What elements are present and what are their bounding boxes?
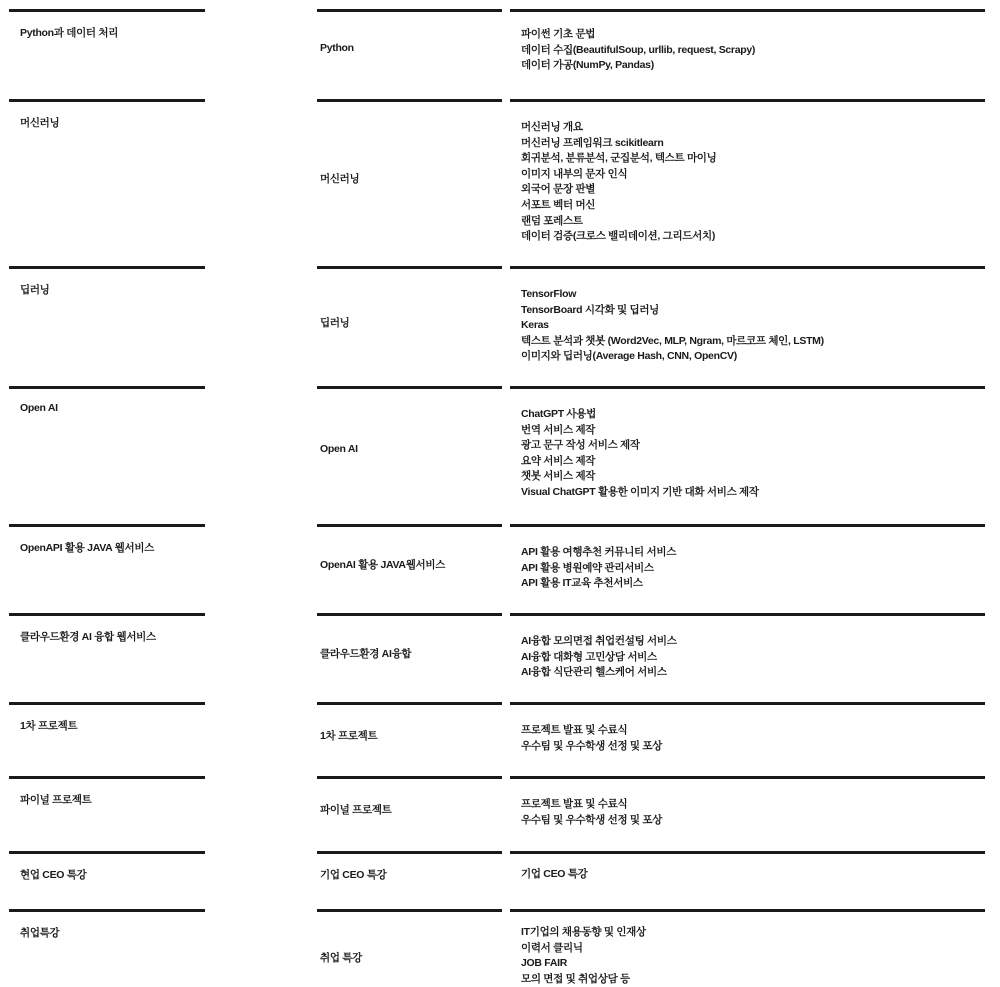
detail-item: API 활용 병원예약 관리서비스 — [521, 561, 654, 574]
detail-item: 우수팀 및 우수학생 선정 및 포상 — [521, 739, 663, 752]
row-divider — [9, 909, 205, 912]
category-label: OpenAPI 활용 JAVA 웹서비스 — [20, 542, 155, 554]
row-divider — [9, 613, 205, 616]
row-divider — [510, 9, 985, 12]
detail-item: 프로젝트 발표 및 수료식 — [521, 798, 628, 810]
details-list — [521, 634, 677, 681]
detail-item: 파이썬 기초 문법 — [521, 28, 596, 40]
detail-item: 텍스트 분석과 챗봇 (Word2Vec, MLP, Ngram, 마르코프 체인, LSTM) — [521, 334, 824, 347]
details-list — [521, 723, 662, 754]
subject-label: 기업 CEO 특강 — [320, 869, 387, 881]
detail-item: AI융합 모의면접 취업컨설팅 서비스 — [521, 635, 677, 647]
detail-item: Visual ChatGPT 활용한 이미지 기반 대화 서비스 제작 — [521, 485, 759, 498]
subject-label: 머신러닝 — [320, 173, 360, 185]
category-label: 머신러닝 — [20, 117, 60, 129]
category-label: 현업 CEO 특강 — [20, 869, 87, 881]
row-divider — [510, 386, 985, 389]
detail-item: 데이터 수집(BeautifulSoup, urllib, request, Scrapy) — [521, 43, 756, 56]
row-divider — [317, 99, 502, 102]
detail-item: 랜덤 포레스트 — [521, 214, 583, 227]
details-list — [521, 867, 587, 883]
detail-item: 모의 면접 및 취업상담 등 — [521, 972, 630, 985]
details-list — [521, 407, 759, 501]
detail-item: API 활용 여행추천 커뮤니티 서비스 — [521, 546, 677, 558]
subject-label: 클라우드환경 AI융합 — [320, 648, 412, 660]
detail-item: 기업 CEO 특강 — [521, 868, 588, 880]
row-divider — [317, 613, 502, 616]
row-divider — [317, 776, 502, 779]
detail-item: 머신러닝 프레임워크 scikitlearn — [521, 136, 664, 149]
detail-item: 챗봇 서비스 제작 — [521, 470, 596, 483]
row-divider — [9, 702, 205, 705]
row-divider — [9, 9, 205, 12]
row-divider — [9, 99, 205, 102]
category-label: 파이널 프로젝트 — [20, 794, 92, 806]
subject-label: Open AI — [320, 443, 358, 455]
detail-item: 이미지와 딥러닝(Average Hash, CNN, OpenCV) — [521, 350, 737, 363]
detail-item: AI융합 대화형 고민상담 서비스 — [521, 650, 657, 663]
row-divider — [9, 851, 205, 854]
detail-item: 외국어 문장 판별 — [521, 183, 596, 196]
detail-item: JOB FAIR — [521, 957, 568, 970]
details-list — [521, 120, 717, 245]
row-divider — [317, 266, 502, 269]
detail-item: AI융합 식단관리 헬스케어 서비스 — [521, 666, 667, 679]
detail-item: IT기업의 채용동향 및 인재상 — [521, 926, 646, 938]
subject-label: 1차 프로젝트 — [320, 730, 378, 742]
row-divider — [317, 524, 502, 527]
subject-label: Python — [320, 42, 354, 54]
detail-item: 서포트 벡터 머신 — [521, 198, 596, 211]
row-divider — [510, 909, 985, 912]
category-label: 1차 프로젝트 — [20, 720, 78, 732]
detail-item: 이력서 클리닉 — [521, 941, 583, 954]
row-divider — [510, 99, 985, 102]
row-divider — [510, 851, 985, 854]
detail-item: 이미지 내부의 문자 인식 — [521, 167, 628, 180]
detail-item: 데이터 검증(크로스 밸리데이션, 그리드서치) — [521, 230, 716, 243]
row-divider — [9, 386, 205, 389]
detail-item: TensorFlow — [521, 288, 577, 300]
detail-item: 광고 문구 작성 서비스 제작 — [521, 439, 640, 452]
detail-item: 머신러닝 개요 — [521, 121, 583, 133]
details-list — [521, 545, 676, 592]
row-divider — [317, 386, 502, 389]
row-divider — [317, 909, 502, 912]
row-divider — [510, 702, 985, 705]
row-divider — [317, 9, 502, 12]
subject-label: 파이널 프로젝트 — [320, 804, 392, 816]
detail-item: Keras — [521, 319, 549, 332]
row-divider — [9, 266, 205, 269]
details-list — [521, 287, 824, 365]
detail-item: 요약 서비스 제작 — [521, 454, 596, 467]
subject-label: 취업 특강 — [320, 952, 362, 964]
row-divider — [9, 776, 205, 779]
detail-item: 데이터 가공(NumPy, Pandas) — [521, 59, 654, 72]
detail-item: ChatGPT 사용법 — [521, 408, 596, 420]
detail-item: 프로젝트 발표 및 수료식 — [521, 724, 628, 736]
row-divider — [510, 776, 985, 779]
subject-label: OpenAI 활용 JAVA웹서비스 — [320, 559, 446, 571]
row-divider — [317, 702, 502, 705]
row-divider — [510, 524, 985, 527]
detail-item: 우수팀 및 우수학생 선정 및 포상 — [521, 813, 663, 826]
detail-item: API 활용 IT교육 추천서비스 — [521, 577, 643, 590]
row-divider — [510, 266, 985, 269]
category-label: Python과 데이터 처리 — [20, 27, 119, 39]
detail-item: 번역 서비스 제작 — [521, 423, 596, 436]
details-list — [521, 27, 755, 74]
category-label: 딥러닝 — [20, 284, 50, 296]
detail-item: TensorBoard 시각화 및 딥러닝 — [521, 303, 660, 316]
row-divider — [9, 524, 205, 527]
details-list — [521, 797, 662, 828]
details-list — [521, 925, 646, 987]
category-label: 취업특강 — [20, 927, 60, 939]
detail-item: 회귀분석, 분류분석, 군집분석, 텍스트 마이닝 — [521, 152, 717, 165]
row-divider — [510, 613, 985, 616]
subject-label: 딥러닝 — [320, 317, 350, 329]
category-label: 클라우드환경 AI 융합 웹서비스 — [20, 631, 156, 643]
category-label: Open AI — [20, 402, 58, 414]
row-divider — [317, 851, 502, 854]
